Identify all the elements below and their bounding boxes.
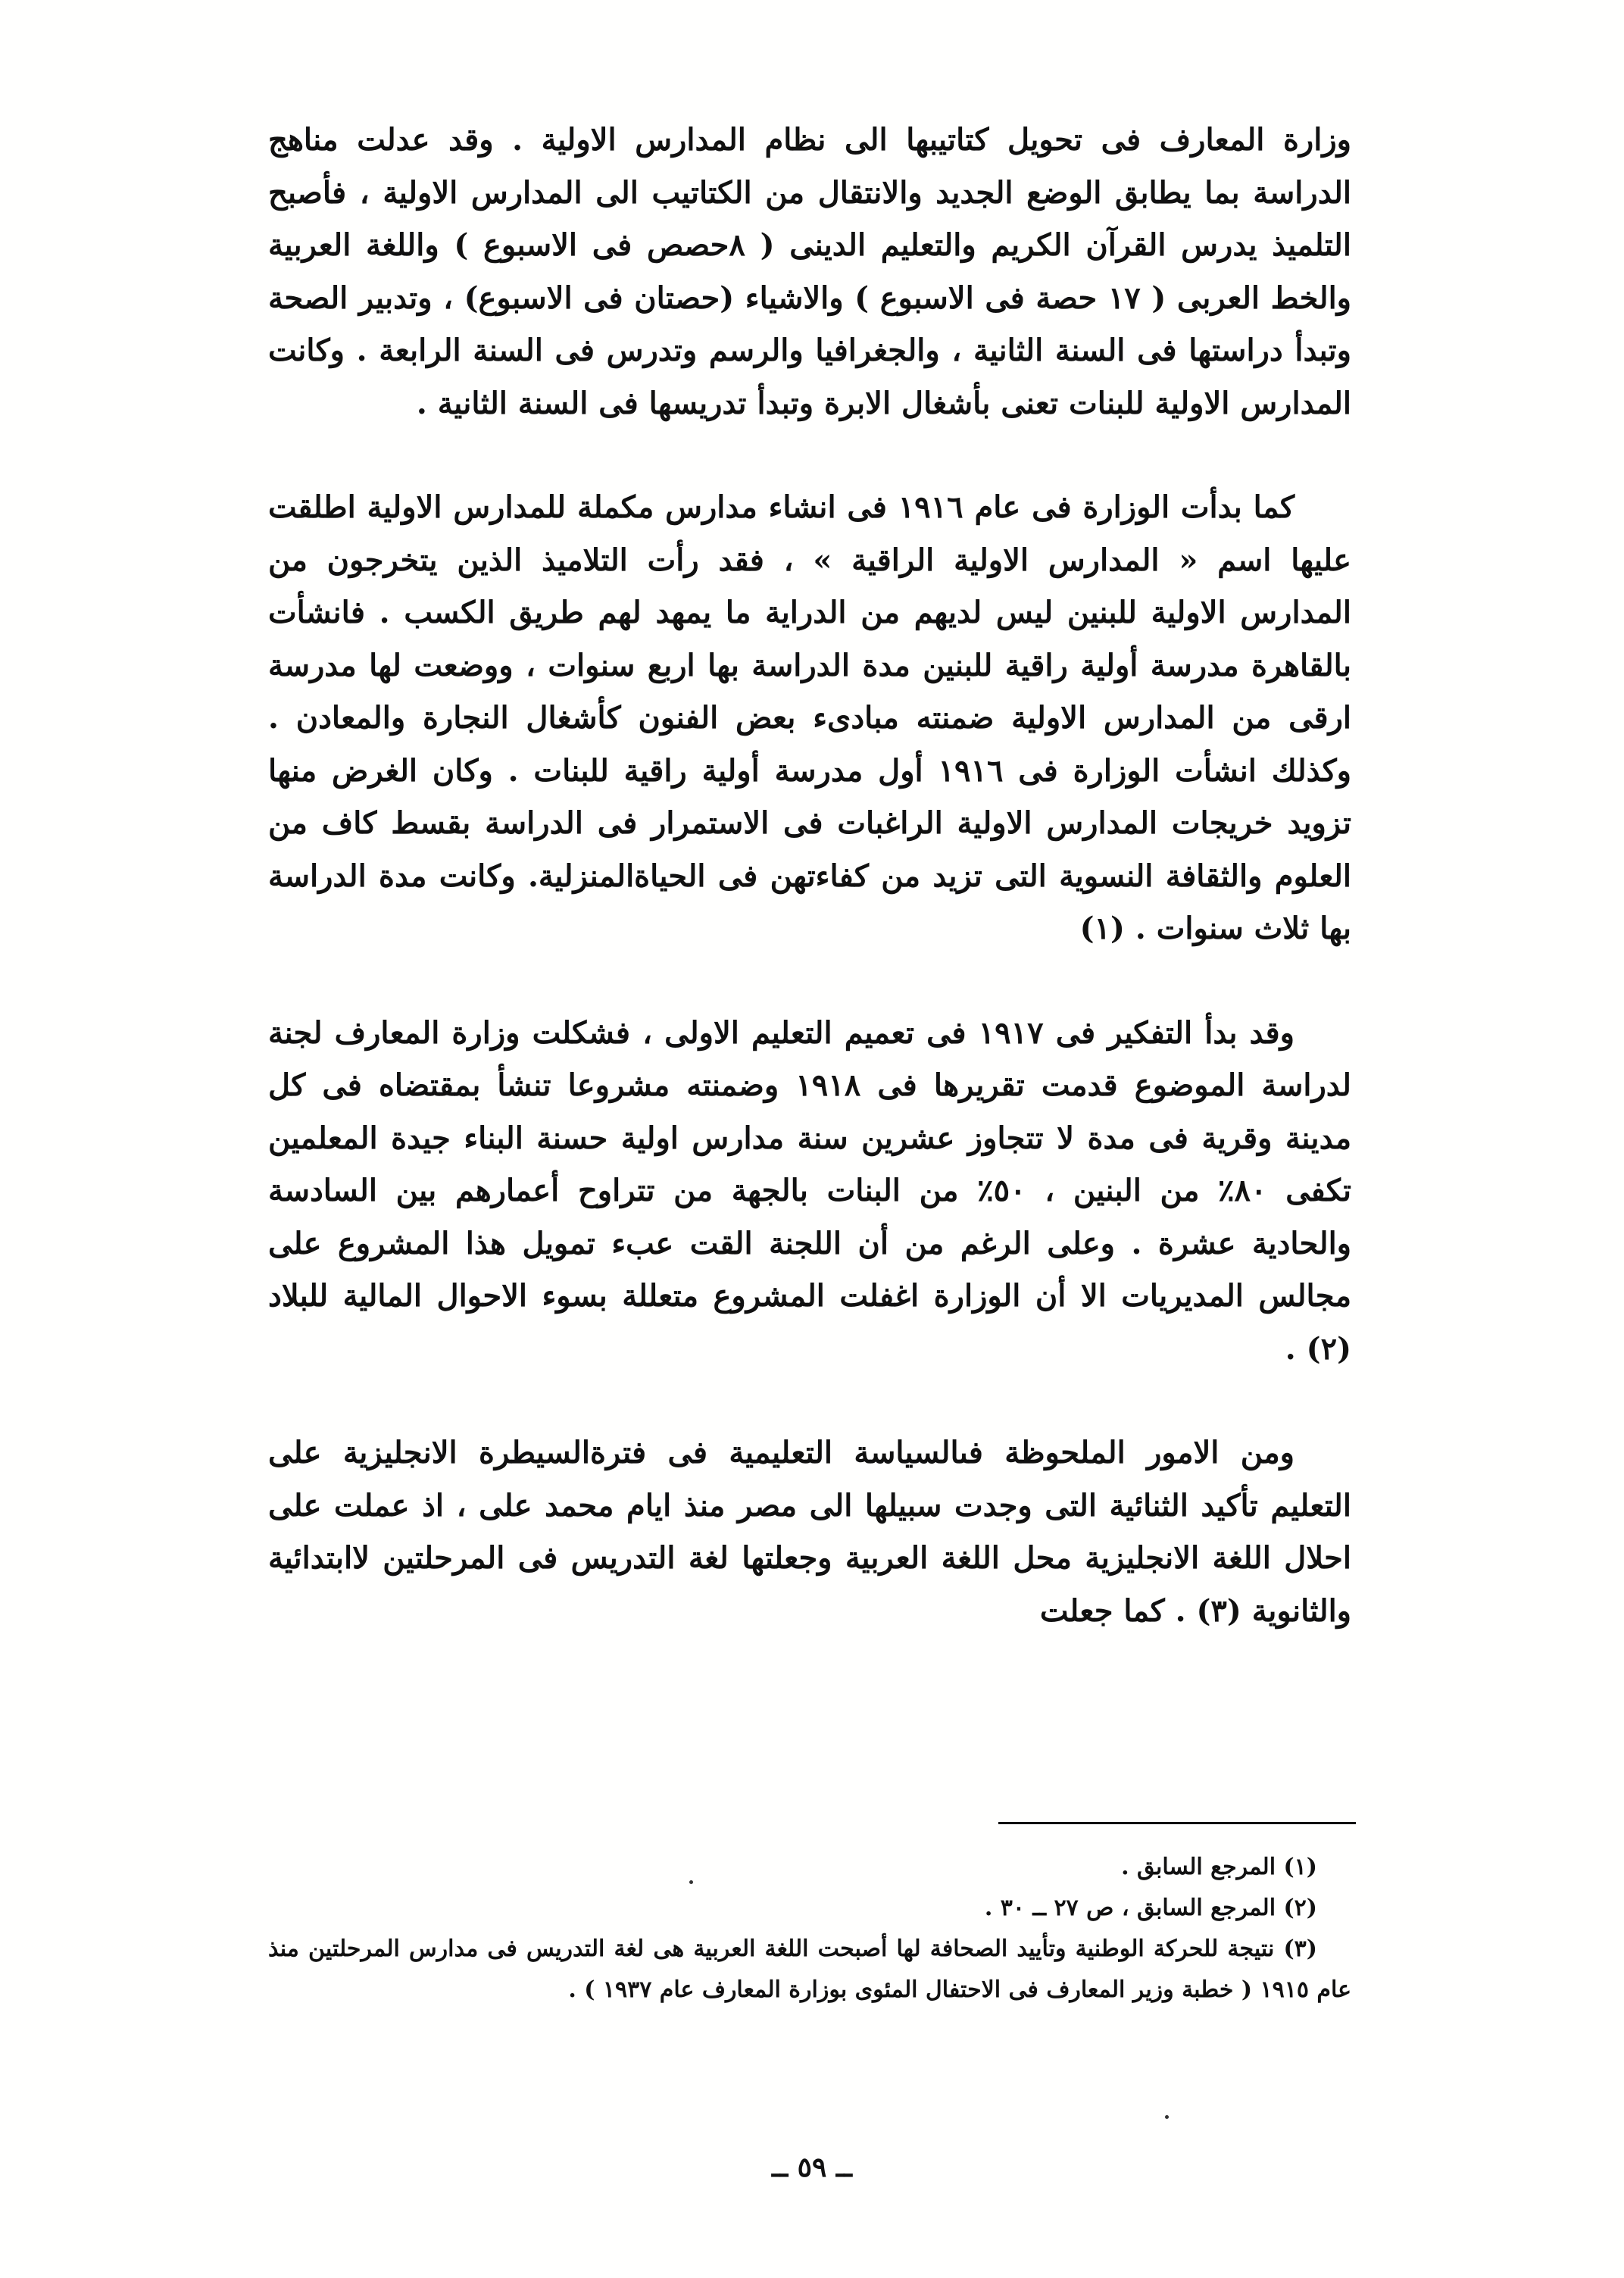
- scan-speck: [1165, 2115, 1169, 2119]
- footnote-separator: [998, 1822, 1356, 1824]
- paragraph-3: وقد بدأ التفكير فى ١٩١٧ فى تعميم التعليم الاولى ، فشكلت وزارة المعارف لجنة لدراسة الموضوع قدمت تقريرها فى ١٩١٨ وضمنته مشروعا تنشأ بمقتضاه فى كل مدينة وقرية فى مدة لا تتجاوز عشرين سنة مدارس اولية حسنة البناء جيدة المعلمين تكفى ٨٠٪ من البنين ، ٥٠٪ من البنات بالجهة من تتراوح أعمارهم بين السادسة والحادية عشرة . وعلى الرغم من أن اللجنة القت عبء تمويل هذا المشروع على مجالس المديريات الا أن الوزارة اغفلت المشروع متعللة بسوء الاحوال المالية للبلاد (٢) .: [268, 1014, 1351, 1367]
- footnote-1: (١) المرجع السابق .: [1121, 1854, 1317, 1880]
- scan-speck: [689, 1880, 693, 1884]
- footnote-2: (٢) المرجع السابق ، ص ٢٧ ــ ٣٠ .: [984, 1895, 1317, 1921]
- paragraph-2: كما بدأت الوزارة فى عام ١٩١٦ فى انشاء مدارس مكملة للمدارس الاولية اطلقت عليها اسم « المدارس الاولية الراقية » ، فقد رأت التلاميذ الذين يتخرجون من المدارس الاولية للبنين ليس لديهم من الدراية ما يمهد لهم طريق الكسب . فانشأت بالقاهرة مدرسة أولية راقية للبنين مدة الدراسة بها اربع سنوات ، ووضعت لها مدرسة ارقى من المدارس الاولية ضمنته مبادىء بعض الفنون كأشغال النجارة والمعادن . وكذلك انشأت الوزارة فى ١٩١٦ أول مدرسة أولية راقية للبنات . وكان الغرض منها تزويد خريجات المدارس الاولية الراغبات فى الاستمرار فى الدراسة بقسط كاف من العلوم والثقافة النسوية التى تزيد من كفاءتهن فى الحياةالمنزلية. وكانت مدة الدراسة بها ثلاث سنوات . (١): [268, 489, 1351, 946]
- page-number: ــ ٥٩ ــ: [772, 2151, 852, 2183]
- footnotes: [268, 1847, 1351, 2011]
- paragraph-4: ومن الامور الملحوظة فىالسياسة التعليمية فى فترةالسيطرة الانجليزية على التعليم تأكيد الثنائية التى وجدت سبيلها الى مصر منذ ايام محمد على ، اذ عملت على احلال اللغة الانجليزية محل اللغة العربية وجعلتها لغة التدريس فى المرحلتين لاابتدائية والثانوية (٣) . كما جعلت: [268, 1435, 1351, 1629]
- paragraph-1: وزارة المعارف فى تحويل كتاتيبها الى نظام المدارس الاولية . وقد عدلت مناهج الدراسة بما يطابق الوضع الجديد والانتقال من الكتاتيب الى المدارس الاولية ، فأصبح التلميذ يدرس القرآن الكريم والتعليم الدينى ( ٨حصص فى الاسبوع ) واللغة العربية والخط العربى ( ١٧ حصة فى الاسبوع ) والاشياء (حصتان فى الاسبوع) ، وتدبير الصحة وتبدأ دراستها فى السنة الثانية ، والجغرافيا والرسم وتدرس فى السنة الرابعة . وكانت المدارس الاولية للبنات تعنى بأشغال الابرة وتبدأ تدريسها فى السنة الثانية .: [268, 122, 1351, 421]
- footnote-3: (٣) نتيجة للحركة الوطنية وتأييد الصحافة لها أصبحت اللغة العربية هى لغة التدريس فى مدارس المرحلتين منذ عام ١٩١٥ ( خطبة وزير المعارف فى الاحتفال المئوى بوزارة المعارف عام ١٩٣٧ ) .: [268, 1936, 1351, 2003]
- body-text: [268, 114, 1351, 1689]
